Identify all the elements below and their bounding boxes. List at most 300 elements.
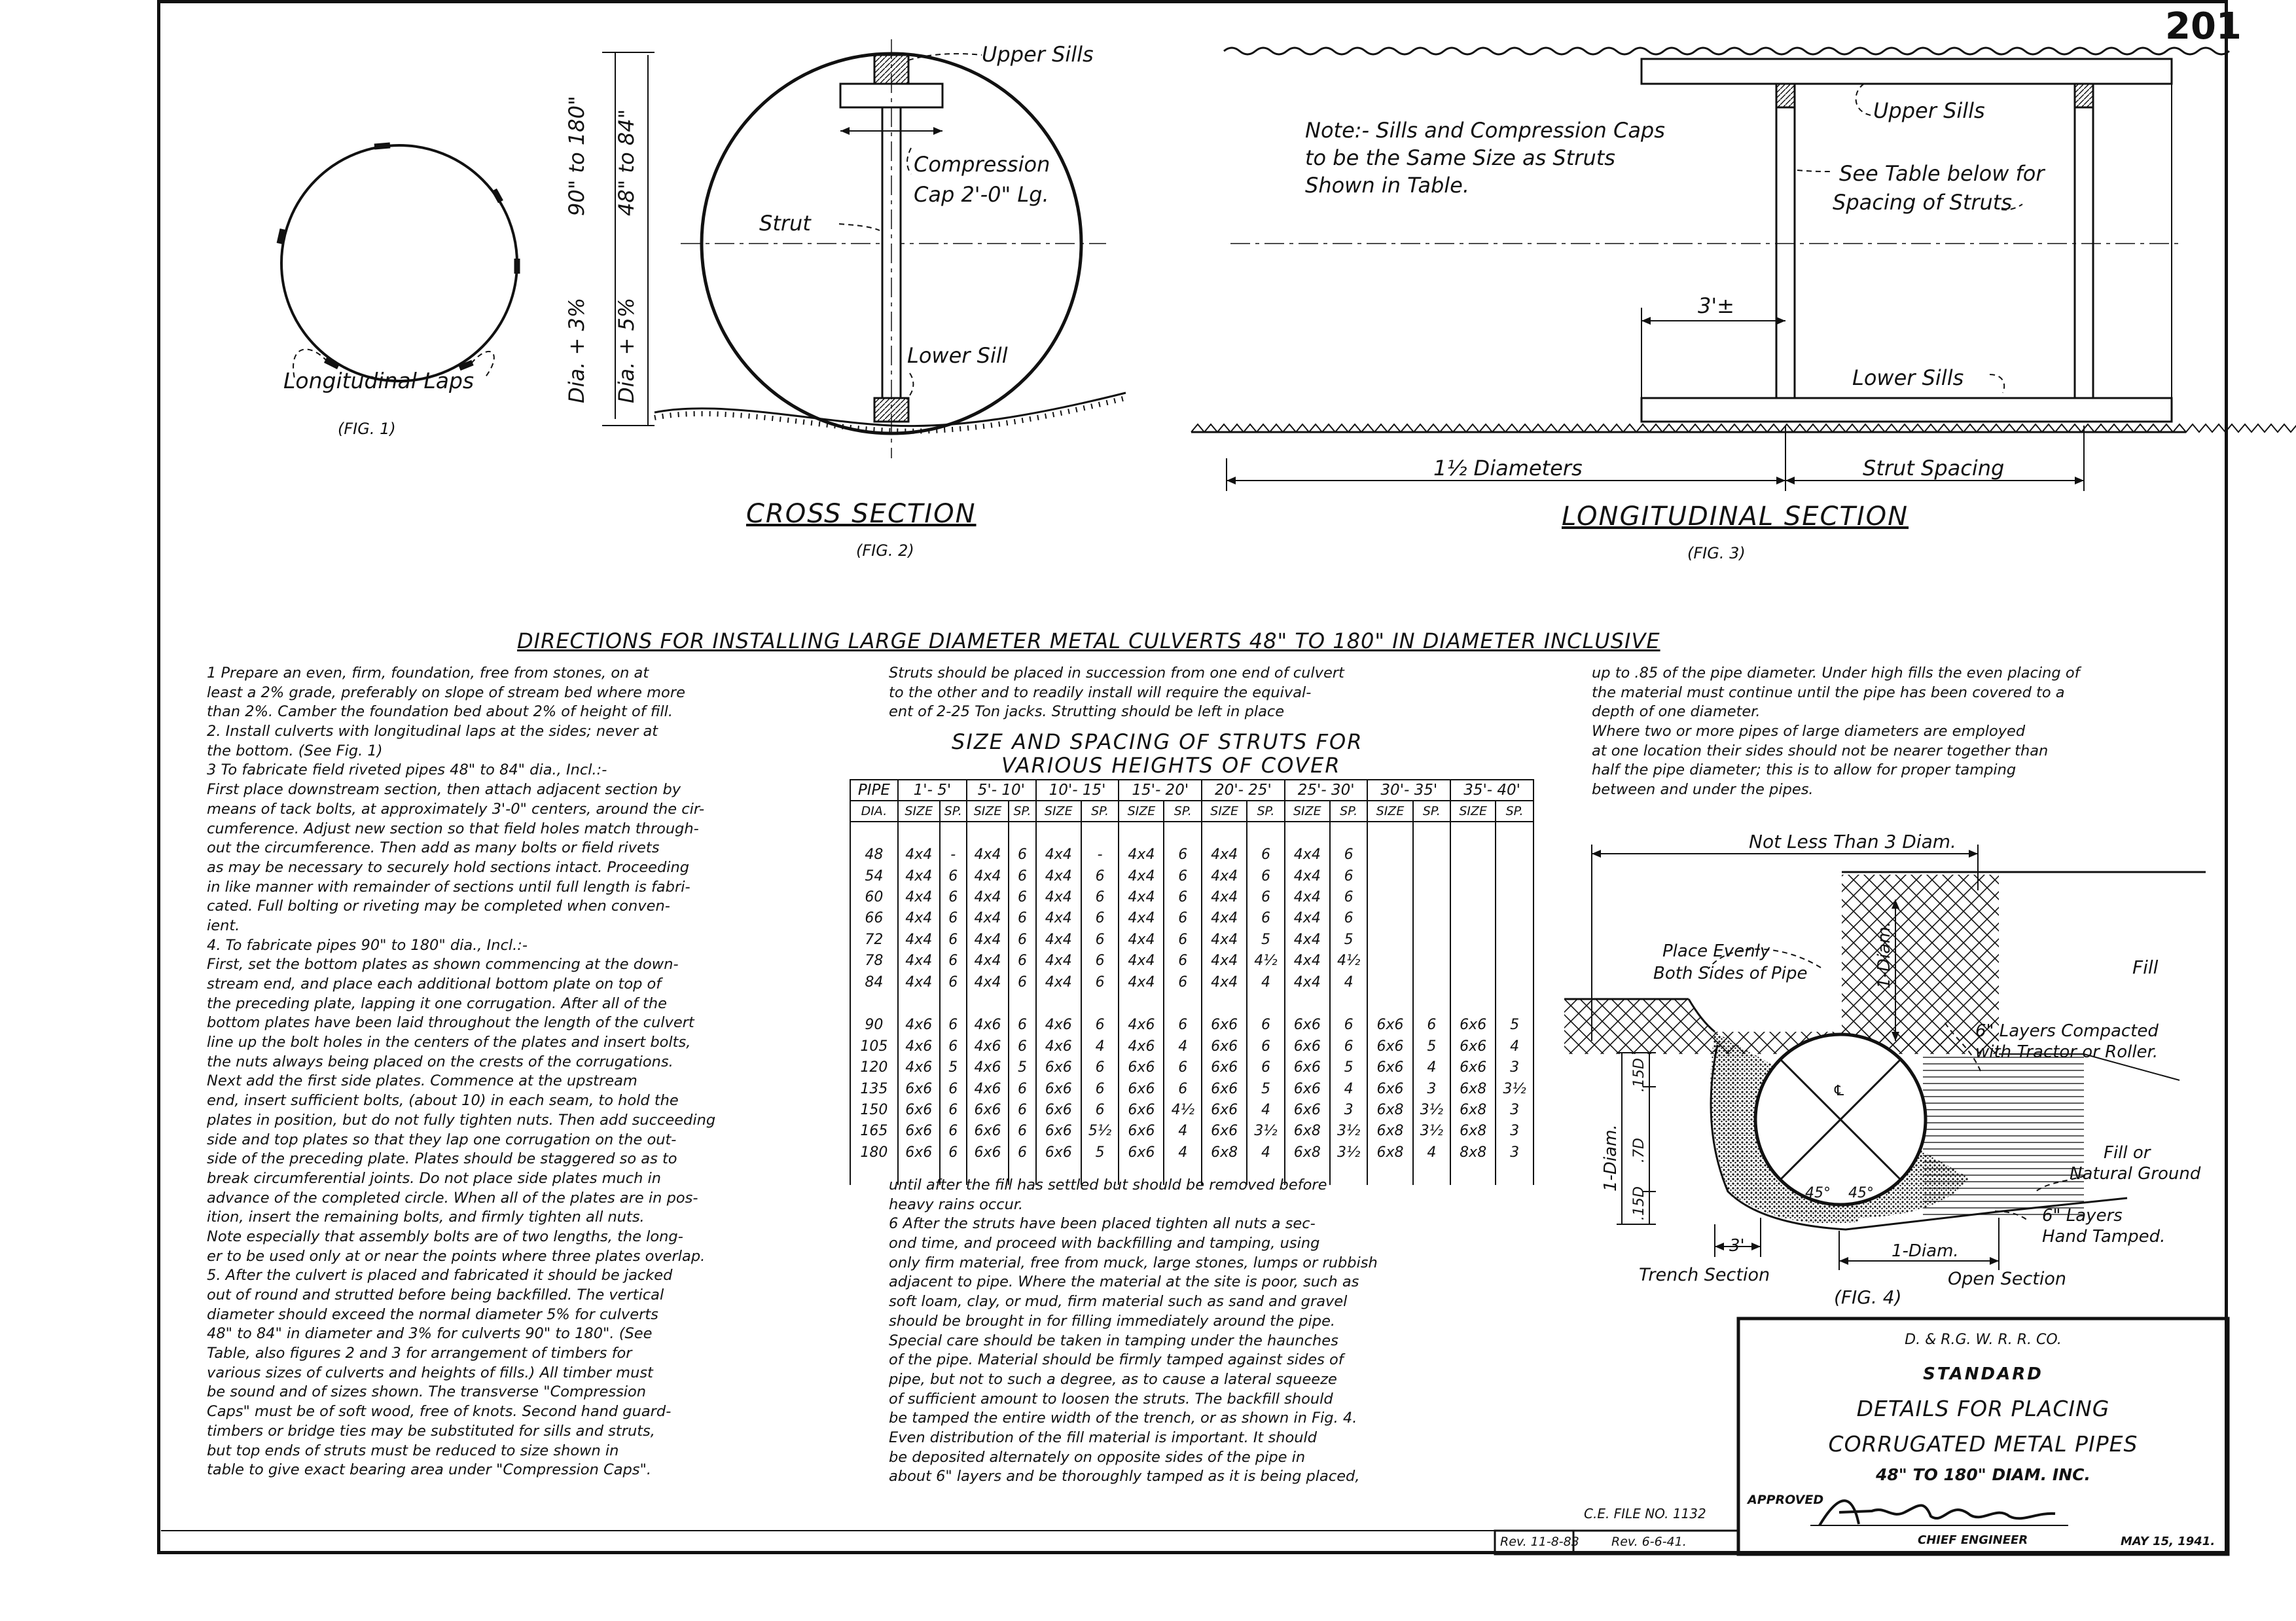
strut-spacing-cell: [1496, 845, 1534, 865]
strut-size-cell: 6x6: [1285, 1015, 1330, 1036]
size-subheader: SIZE: [1285, 801, 1330, 822]
strut-size-cell: 6x6: [898, 1078, 940, 1099]
table-spacer-cell: [967, 822, 1009, 845]
strut-size-cell: 4x6: [967, 1057, 1009, 1078]
strut-spacing-cell: [1496, 950, 1534, 971]
height-header-6: 25'- 30': [1285, 780, 1368, 801]
fig4-angle-left: 45°: [1805, 1185, 1831, 1201]
strut-spacing-cell: 5: [1413, 1036, 1451, 1057]
strut-size-cell: 4x4: [967, 929, 1009, 950]
directions-title: DIRECTIONS FOR INSTALLING LARGE DIAMETER METAL CULVERTS 48" TO 180" IN DIAMETER INCLUSIVE: [517, 628, 1660, 653]
strut-spacing-cell: 5: [1009, 1057, 1036, 1078]
engineer-signature: [1813, 1486, 2062, 1532]
fig4-caption: (FIG. 4): [1834, 1286, 1902, 1308]
fig1-longitudinal-laps-label: Longitudinal Laps: [283, 368, 475, 393]
strut-spacing-cell: 6: [1081, 908, 1119, 929]
table-spacer-cell: [1496, 822, 1534, 845]
strut-spacing-cell: 6: [1081, 972, 1119, 993]
strut-size-cell: 6x6: [1202, 1057, 1247, 1078]
strut-spacing-cell: 5: [1247, 929, 1285, 950]
fig3-caption: (FIG. 3): [1687, 544, 1746, 562]
strut-size-cell: 6x6: [1202, 1036, 1247, 1057]
strut-spacing-cell: 6: [940, 1142, 967, 1163]
strut-size-cell: 6x6: [1036, 1099, 1081, 1120]
strut-size-cell: 6x8: [1285, 1121, 1330, 1142]
strut-spacing-cell: 6: [940, 1099, 967, 1120]
strut-size-cell: 6x6: [967, 1099, 1009, 1120]
strut-spacing-cell: 6: [1330, 1036, 1368, 1057]
strut-size-cell: [1450, 950, 1496, 971]
table-spacer-cell: [1450, 822, 1496, 845]
table-spacer-cell: [1367, 993, 1412, 1015]
strut-size-cell: 4x6: [1119, 1015, 1164, 1036]
table-spacer-cell: [1285, 822, 1330, 845]
strut-size-cell: [1450, 908, 1496, 929]
strut-size-cell: 4x6: [1036, 1036, 1081, 1057]
directions-column-1: 1 Prepare an even, firm, foundation, free from stones, on at least a 2% grade, preferably on slope of stream bed where more than 2%. Camber the foundation bed about 2% of height of fill. 2. Install culverts with longitudinal laps at the sides; never at the bottom. (See Fig. 1) 3 To fabricate field riveted pipes 48" to 84" dia., Incl.:- First place downstream section, then attach adjacent section by means of tack bolts, at approximately 3'-0" centers, around the cir- cumference. Adjust new section so that field holes match through- out the circumference. Then add as many bolts or field rivets as may be necessary to securely hold sections intact. Proceeding in like manner with remainder of sections until full length is fabri- cated. Full bolting or riveting may be completed when conven- ient. 4. To fabricate pipes 90" to 180" dia., Incl.:- First, set the bottom plates as shown commencing at the down- stream end, and place each additional bottom plate on top of the preceding plate, lapping it one corrugation. After all of the bottom plates have been laid throughout the length of the culvert line up the bolt holes in the centers of the plates and insert bolts, the nuts always being placed on the crests of the corrugations. Next add the first side plates. Commence at the upstream end, insert sufficient bolts, (about 10) in each seam, to hold the plates in position, but do not fully tighten nuts. Then add succeeding side and top plates so that they lap one corrugation on the out- side of the preceding plate. Plates should be staggered so as to break circumferential joints. Do not place side plates much in advance of the completed circle. When all of the plates are in pos- ition, insert the remaining bolts, and firmly tighten all nuts. Note especially that assembly bolts are of two lengths, the long- er to be used only at or near the points where three plates overlap. 5. After the culvert is placed and fabricated it should be jacked out of round and strutted before being backfilled. The vertical diameter should exceed the normal diameter 5% for culverts 48" to 84" in diameter and 3% for culverts 90" to 180". (See Table, also figures 2 and 3 for arrangement of timbers for various sizes of culverts and heights of fills.) All timber must be sound and of sizes shown. The transverse "Compression Caps" must be of soft wood, free of knots. Second hand guard- timbers or bridge ties may be substituted for sills and struts, but top ends of struts must be reduced to size shown in table to give exact bearing area under "Compression Caps".: [207, 665, 716, 1479]
pipe-diameter-cell: 54: [850, 865, 898, 886]
strut-size-cell: 4x4: [1285, 865, 1330, 886]
strut-spacing-cell: 6: [1009, 950, 1036, 971]
strut-spacing-cell: 6: [1081, 950, 1119, 971]
strut-size-cell: 4x4: [1285, 950, 1330, 971]
strut-spacing-cell: 6: [1247, 886, 1285, 907]
strut-size-cell: 6x6: [1285, 1036, 1330, 1057]
table-spacer-cell: [850, 993, 898, 1015]
fig4-place-evenly-2: Both Sides of Pipe: [1653, 964, 1808, 983]
strut-spacing-cell: 6: [940, 908, 967, 929]
strut-size-cell: 4x4: [1119, 845, 1164, 865]
strut-spacing-cell: 5: [1496, 1015, 1534, 1036]
strut-size-cell: 4x4: [1119, 865, 1164, 886]
strut-spacing-cell: 6: [1009, 929, 1036, 950]
strut-size-cell: 4x4: [967, 972, 1009, 993]
strut-size-cell: [1367, 886, 1412, 907]
strut-spacing-cell: 6: [940, 1121, 967, 1142]
table-spacer-cell: [898, 993, 940, 1015]
strut-spacing-cell: 6: [1081, 886, 1119, 907]
strut-spacing-cell: 6: [1247, 908, 1285, 929]
table-spacer-cell: [940, 993, 967, 1015]
table-spacer-cell: [1164, 993, 1202, 1015]
strut-spacing-cell: 4: [1164, 1142, 1202, 1163]
strut-size-cell: 4x4: [1036, 845, 1081, 865]
strut-spacing-cell: 6: [940, 1015, 967, 1036]
fig4-one-diam-left: 1-Diam.: [1601, 1124, 1621, 1192]
table-row: [850, 865, 1534, 886]
fig3-upper-sills-label: Upper Sills: [1873, 98, 1985, 123]
strut-size-cell: 4x4: [1285, 908, 1330, 929]
fig2-caption: (FIG. 2): [856, 541, 914, 560]
strut-size-cell: 6x6: [898, 1099, 940, 1120]
pipe-diameter-cell: 78: [850, 950, 898, 971]
pipe-diameter-cell: 165: [850, 1121, 898, 1142]
strut-spacing-cell: 6: [940, 950, 967, 971]
title-standard: STANDARD: [1923, 1364, 2043, 1384]
strut-spacing-cell: 5: [1330, 929, 1368, 950]
strut-spacing-cell: 3½: [1247, 1121, 1285, 1142]
strut-spacing-cell: 4: [1413, 1142, 1451, 1163]
height-header-2: 5'- 10': [967, 780, 1036, 801]
strut-spacing-cell: 6: [1009, 1036, 1036, 1057]
strut-size-cell: 4x4: [967, 845, 1009, 865]
strut-spacing-cell: 6: [1009, 1121, 1036, 1142]
pipe-header: PIPE: [850, 780, 898, 801]
table-spacer-cell: [1119, 822, 1164, 845]
strut-size-cell: 4x4: [1119, 929, 1164, 950]
table-spacer-cell: [1247, 993, 1285, 1015]
fig4-layers-compacted-2: with Tractor or Roller.: [1975, 1042, 2159, 1062]
strut-spacing-cell: 6: [1247, 1057, 1285, 1078]
strut-spacing-cell: 6: [1081, 1078, 1119, 1099]
strut-size-cell: 4x4: [1202, 908, 1247, 929]
strut-size-cell: 6x6: [1119, 1142, 1164, 1163]
table-row: [850, 886, 1534, 907]
strut-size-cell: 4x4: [898, 908, 940, 929]
strut-spacing-cell: 6: [940, 865, 967, 886]
strut-spacing-cell: 4½: [1330, 950, 1368, 971]
strut-spacing-cell: 6: [1009, 845, 1036, 865]
strut-size-cell: 6x6: [898, 1142, 940, 1163]
strut-size-cell: 4x4: [967, 886, 1009, 907]
fig4-trench-section: Trench Section: [1639, 1265, 1770, 1285]
strut-spacing-cell: [1413, 908, 1451, 929]
table-spacer-cell: [1119, 993, 1164, 1015]
strut-size-cell: 6x8: [1367, 1142, 1412, 1163]
size-subheader: SIZE: [1119, 801, 1164, 822]
strut-size-cell: 6x6: [898, 1121, 940, 1142]
table-spacer-row: [850, 822, 1534, 845]
strut-size-cell: 4x4: [1285, 845, 1330, 865]
strut-spacing-cell: 6: [1164, 845, 1202, 865]
table-spacer-cell: [1009, 993, 1036, 1015]
strut-size-cell: 6x6: [1202, 1078, 1247, 1099]
strut-spacing-cell: 3: [1496, 1057, 1534, 1078]
strut-size-cell: 4x6: [1119, 1036, 1164, 1057]
directions-column-2-top: Struts should be placed in succession from one end of culvert to the other and to readily install will require the equival- ent of 2-25 Ton jacks. Strutting should be left in place: [889, 665, 1344, 721]
fig3-see-table-1: See Table below for: [1839, 161, 2045, 186]
fig3-one-half-diameters: 1½ Diameters: [1433, 456, 1583, 481]
strut-size-cell: 6x6: [1367, 1078, 1412, 1099]
size-subheader: SIZE: [898, 801, 940, 822]
spacing-subheader: SP.: [940, 801, 967, 822]
strut-size-cell: 6x6: [1450, 1057, 1496, 1078]
strut-spacing-cell: 6: [1164, 929, 1202, 950]
fig3-note-2: to be the Same Size as Struts: [1305, 145, 1615, 170]
height-header-7: 30'- 35': [1367, 780, 1450, 801]
strut-size-cell: 4x6: [967, 1015, 1009, 1036]
strut-spacing-cell: 4½: [1247, 950, 1285, 971]
strut-size-cell: 6x8: [1285, 1142, 1330, 1163]
fig4-three-ft: 3': [1729, 1236, 1745, 1256]
strut-spacing-cell: 3: [1330, 1099, 1368, 1120]
strut-size-cell: 4x6: [898, 1015, 940, 1036]
strut-size-cell: 4x4: [1036, 950, 1081, 971]
table-spacer-row: [850, 993, 1534, 1015]
strut-spacing-cell: [1496, 908, 1534, 929]
strut-spacing-cell: 6: [1081, 1099, 1119, 1120]
table-spacer-cell: [1285, 993, 1330, 1015]
spacing-subheader: SP.: [1330, 801, 1368, 822]
strut-spacing-cell: 4: [1330, 1078, 1368, 1099]
fig3-see-table-2: Spacing of Struts: [1833, 190, 2013, 215]
dia-header: DIA.: [850, 801, 898, 822]
strut-size-cell: 4x4: [1202, 929, 1247, 950]
fig1-pipe: [279, 145, 517, 381]
table-title-1: SIZE AND SPACING OF STRUTS FOR: [952, 729, 1363, 754]
fig3-note-1: Note:- Sills and Compression Caps: [1305, 118, 1665, 143]
fig4-layers-compacted-1: 6" Layers Compacted: [1975, 1021, 2159, 1041]
table-row: [850, 972, 1534, 993]
size-subheader: SIZE: [967, 801, 1009, 822]
fig4-one-diam-bottom: 1-Diam.: [1892, 1241, 1959, 1261]
strut-spacing-cell: [1496, 886, 1534, 907]
directions-column-2-bottom: until after the fill has settled but should be removed before heavy rains occur. 6 After the struts have been placed tighten all nuts a sec- ond time, and proceed with backfilling and tamping, using only firm material, free from muck, large stones, lumps or rubbish adjacent to pipe. Where the material at the site is poor, such as soft loam, clay, or mud, firm material such as sand and gravel should be brought in for filling immediately around the pipe. Special care should be taken in tamping under the haunches of the pipe. Material should be firmly tamped against sides of pipe, but not to such a degree, as to cause a lateral squeeze of sufficient amount to loosen the struts. The backfill should be tamped the entire width of the trench, or as shown in Fig. 4. Even distribution of the fill material is important. It should be deposited alternately on opposite sides of the pipe in about 6" layers and be thoroughly tamped as it is being placed,: [889, 1176, 1378, 1485]
table-spacer-cell: [1202, 822, 1247, 845]
strut-spacing-cell: 3½: [1413, 1121, 1451, 1142]
strut-spacing-cell: 6: [1247, 845, 1285, 865]
strut-size-cell: [1367, 845, 1412, 865]
strut-size-cell: 6x6: [1202, 1015, 1247, 1036]
strut-spacing-cell: 3: [1496, 1142, 1534, 1163]
fig4-dim-7d: .7D: [1631, 1138, 1647, 1163]
strut-spacing-cell: 4: [1081, 1036, 1119, 1057]
size-subheader: SIZE: [1367, 801, 1412, 822]
fig4-place-evenly-1: Place Evenly: [1662, 941, 1770, 961]
table-spacer-cell: [1036, 993, 1081, 1015]
strut-spacing-cell: 5: [940, 1057, 967, 1078]
height-header-8: 35'- 40': [1450, 780, 1534, 801]
fig4-not-less-than: Not Less Than 3 Diam.: [1749, 831, 1956, 852]
pipe-diameter-cell: 60: [850, 886, 898, 907]
strut-size-cell: 6x6: [1367, 1015, 1412, 1036]
strut-size-cell: 4x4: [1202, 845, 1247, 865]
strut-spacing-cell: 6: [1009, 1015, 1036, 1036]
strut-spacing-cell: 6: [1081, 929, 1119, 950]
strut-spacing-cell: 4: [1164, 1121, 1202, 1142]
table-row: [850, 1036, 1534, 1057]
height-header-3: 10'- 15': [1036, 780, 1119, 801]
table-row: [850, 845, 1534, 865]
strut-spacing-cell: 6: [1330, 865, 1368, 886]
table-spacer-cell: [1496, 993, 1534, 1015]
strut-size-cell: 6x8: [1367, 1099, 1412, 1120]
strut-size-cell: [1367, 865, 1412, 886]
strut-size-cell: 6x6: [967, 1121, 1009, 1142]
strut-spacing-cell: 3½: [1496, 1078, 1534, 1099]
strut-size-cell: [1367, 950, 1412, 971]
table-spacer-cell: [1413, 993, 1451, 1015]
pipe-diameter-cell: 135: [850, 1078, 898, 1099]
page-number: 201: [2165, 5, 2242, 48]
fig4-fill-or-1: Fill or: [2104, 1143, 2151, 1163]
strut-size-cell: [1367, 929, 1412, 950]
title-chief-engineer: CHIEF ENGINEER: [1918, 1533, 2028, 1547]
strut-size-cell: 6x6: [1367, 1036, 1412, 1057]
strut-spacing-cell: 5: [1081, 1142, 1119, 1163]
strut-spacing-cell: 6: [1330, 1015, 1368, 1036]
strut-size-cell: 6x6: [1119, 1057, 1164, 1078]
table-row: [850, 908, 1534, 929]
strut-spacing-cell: 4: [1413, 1057, 1451, 1078]
title-date: MAY 15, 1941.: [2121, 1535, 2215, 1548]
strut-spacing-cell: 6: [1009, 865, 1036, 886]
fig3-longitudinal-section: [1191, 48, 2296, 491]
title-line-1: DETAILS FOR PLACING: [1856, 1396, 2110, 1421]
fig2-dim-outer-formula: Dia. + 3%: [564, 297, 589, 403]
fig2-cross-section: [602, 39, 1126, 458]
table-spacer-cell: [1367, 822, 1412, 845]
table-row: [850, 1121, 1534, 1142]
table-spacer-cell: [940, 822, 967, 845]
fig2-dim-outer-range: 90" to 180": [564, 96, 589, 216]
spacing-subheader: SP.: [1081, 801, 1119, 822]
table-spacer-cell: [1247, 822, 1285, 845]
fig4-open-section: Open Section: [1948, 1269, 2067, 1289]
strut-size-cell: 6x6: [967, 1142, 1009, 1163]
strut-spacing-cell: 6: [1164, 865, 1202, 886]
strut-size-table: [850, 779, 1534, 1185]
strut-size-cell: 4x6: [898, 1036, 940, 1057]
pipe-diameter-cell: 150: [850, 1099, 898, 1120]
strut-size-cell: 6x8: [1202, 1142, 1247, 1163]
pipe-diameter-cell: 90: [850, 1015, 898, 1036]
pipe-diameter-cell: 66: [850, 908, 898, 929]
strut-spacing-cell: 6: [1009, 886, 1036, 907]
strut-spacing-cell: 6: [1009, 972, 1036, 993]
strut-size-cell: 6x6: [1285, 1099, 1330, 1120]
strut-size-cell: 6x6: [1119, 1099, 1164, 1120]
table-row: [850, 1015, 1534, 1036]
strut-spacing-cell: [1413, 929, 1451, 950]
fig4-dim-15d-top: .15D: [1631, 1058, 1647, 1092]
strut-size-cell: 4x4: [1119, 886, 1164, 907]
strut-size-cell: 4x4: [1202, 972, 1247, 993]
strut-size-cell: 6x8: [1450, 1078, 1496, 1099]
strut-spacing-cell: 4: [1496, 1036, 1534, 1057]
strut-size-cell: 4x4: [967, 908, 1009, 929]
strut-spacing-cell: 3½: [1413, 1099, 1451, 1120]
strut-size-cell: [1450, 929, 1496, 950]
title-line-3: 48" TO 180" DIAM. INC.: [1876, 1465, 2090, 1484]
strut-size-cell: 6x8: [1367, 1121, 1412, 1142]
strut-spacing-cell: [1496, 929, 1534, 950]
strut-spacing-cell: 4: [1247, 1099, 1285, 1120]
table-spacer-cell: [967, 993, 1009, 1015]
fig3-title: LONGITUDINAL SECTION: [1562, 501, 1909, 532]
height-header-1: 1'- 5': [898, 780, 967, 801]
strut-size-cell: 4x4: [1285, 886, 1330, 907]
strut-spacing-cell: 6: [1009, 1078, 1036, 1099]
table-spacer-cell: [1081, 822, 1119, 845]
strut-size-cell: 4x6: [967, 1078, 1009, 1099]
strut-size-cell: 4x4: [898, 865, 940, 886]
fig4-dim-15d-bottom: .15D: [1631, 1186, 1647, 1220]
fig4-layers-hand-2: Hand Tamped.: [2042, 1227, 2166, 1247]
title-line-2: CORRUGATED METAL PIPES: [1828, 1431, 2138, 1457]
table-spacer-cell: [1164, 822, 1202, 845]
strut-spacing-cell: 6: [1247, 1015, 1285, 1036]
strut-size-cell: 6x6: [1202, 1099, 1247, 1120]
fig2-compression-label-2: Cap 2'-0" Lg.: [914, 182, 1049, 207]
table-spacer-cell: [1413, 822, 1451, 845]
strut-spacing-cell: 6: [940, 1036, 967, 1057]
strut-size-cell: 6x6: [1036, 1057, 1081, 1078]
strut-size-cell: 4x4: [1202, 950, 1247, 971]
strut-size-cell: 4x4: [1285, 929, 1330, 950]
strut-size-cell: 4x4: [1036, 908, 1081, 929]
table-row: [850, 950, 1534, 971]
strut-size-cell: 4x4: [1202, 886, 1247, 907]
strut-size-cell: 4x4: [898, 845, 940, 865]
height-header-5: 20'- 25': [1202, 780, 1285, 801]
strut-spacing-cell: 4: [1330, 972, 1368, 993]
table-spacer-cell: [1081, 993, 1119, 1015]
strut-spacing-cell: 6: [940, 972, 967, 993]
strut-spacing-cell: 6: [940, 1078, 967, 1099]
revision-1: Rev. 11-8-83: [1500, 1535, 1579, 1549]
fig2-dim-inner-formula: Dia. + 5%: [614, 297, 639, 403]
strut-spacing-cell: 6: [1009, 908, 1036, 929]
table-spacer-cell: [1202, 993, 1247, 1015]
strut-spacing-cell: 6: [1164, 1078, 1202, 1099]
strut-size-cell: 8x8: [1450, 1142, 1496, 1163]
strut-size-cell: 4x4: [1119, 908, 1164, 929]
strut-size-cell: 6x8: [1450, 1121, 1496, 1142]
pipe-diameter-cell: 72: [850, 929, 898, 950]
strut-spacing-cell: [1496, 865, 1534, 886]
pipe-diameter-cell: 48: [850, 845, 898, 865]
fig4-angle-right: 45°: [1848, 1185, 1874, 1201]
strut-spacing-cell: 6: [1330, 908, 1368, 929]
spacing-subheader: SP.: [1413, 801, 1451, 822]
strut-spacing-cell: 4: [1164, 1036, 1202, 1057]
strut-size-cell: 4x4: [1036, 865, 1081, 886]
strut-size-cell: 4x6: [1036, 1015, 1081, 1036]
strut-spacing-cell: 6: [1413, 1015, 1451, 1036]
fig2-title: CROSS SECTION: [746, 499, 977, 529]
fig2-strut-label: Strut: [759, 211, 811, 236]
strut-size-cell: [1450, 886, 1496, 907]
size-subheader: SIZE: [1202, 801, 1247, 822]
strut-spacing-cell: 6: [1247, 865, 1285, 886]
spacing-subheader: SP.: [1164, 801, 1202, 822]
size-subheader: SIZE: [1036, 801, 1081, 822]
table-title-2: VARIOUS HEIGHTS OF COVER: [1001, 753, 1341, 778]
strut-spacing-cell: 6: [1081, 865, 1119, 886]
strut-size-cell: 6x6: [1036, 1121, 1081, 1142]
strut-size-cell: 6x6: [1285, 1078, 1330, 1099]
strut-spacing-cell: 3: [1413, 1078, 1451, 1099]
strut-size-cell: 4x4: [1202, 865, 1247, 886]
strut-size-cell: 6x6: [1450, 1036, 1496, 1057]
fig4-one-diam-vertical: 1-Diam.: [1874, 921, 1894, 989]
strut-spacing-cell: [1413, 886, 1451, 907]
strut-spacing-cell: 6: [1164, 1057, 1202, 1078]
strut-spacing-cell: 3: [1496, 1121, 1534, 1142]
strut-size-cell: 4x6: [967, 1036, 1009, 1057]
strut-size-cell: 4x4: [1036, 929, 1081, 950]
file-number: C.E. FILE NO. 1132: [1584, 1506, 1706, 1521]
strut-size-cell: [1367, 908, 1412, 929]
strut-spacing-cell: 5½: [1081, 1121, 1119, 1142]
strut-spacing-cell: 6: [1247, 1036, 1285, 1057]
table-spacer-cell: [1009, 822, 1036, 845]
strut-spacing-cell: [1413, 845, 1451, 865]
spacing-subheader: SP.: [1009, 801, 1036, 822]
fig2-compression-label-1: Compression: [914, 152, 1050, 177]
strut-size-cell: 4x4: [1036, 972, 1081, 993]
